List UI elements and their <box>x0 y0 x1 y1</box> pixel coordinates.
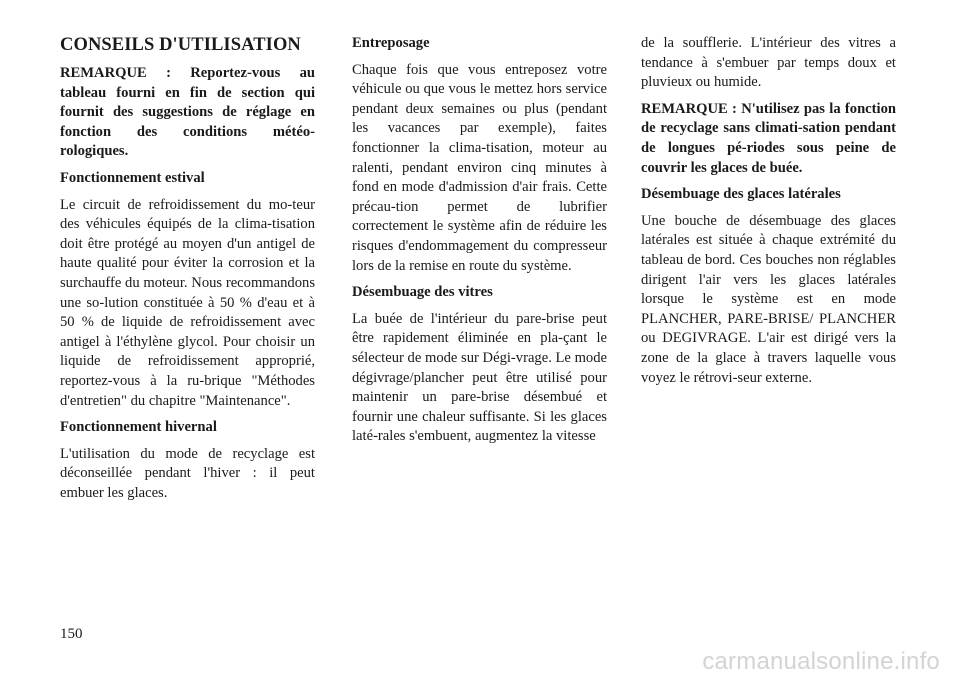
column-left <box>60 34 315 510</box>
paragraph-window-defog-continued: de la soufflerie. L'intérieur des vitres a tendance à s'embuer par temps doux et pluvieux ou humide. <box>641 35 896 91</box>
section-title: CONSEILS D'UTILISATION <box>60 35 301 55</box>
page-number: 150 <box>60 626 83 642</box>
paragraph-window-defog: La buée de l'intérieur du pare-brise peut être rapidement éliminée en pla-çant le sélecteur de mode sur Dégi-vrage. Le mode dégivrage/plancher peut être utilisé pour maintenir un pare-brise désembué et fournir une chaleur suffisante. Si les glaces laté-rales s'embuent, augmentez la vitesse <box>352 310 607 445</box>
watermark-text: carmanualsonline.info <box>702 648 940 675</box>
heading-storage: Entreposage <box>352 35 430 51</box>
heading-window-defog: Désembuage des vitres <box>352 284 493 301</box>
note-recirculation: REMARQUE : N'utilisez pas la fonction de recyclage sans climati-sation pendant de longues pé-riodes sous peine de couvrir les glaces de buée. <box>641 100 896 176</box>
paragraph-storage: Chaque fois que vous entreposez votre véhicule ou que vous le mettez hors service pendant deux semaines ou plus (pendant les vacances par exemple), faites fonctionner la clima-tisation, moteur au ralenti, pendant environ cinq minutes à fond en mode d'admission d'air frais. Cette précau-tion permet de lubrifier correctement le système afin de réduire les risques d'endommagement du compresseur lors de la remise en route du système. <box>352 61 607 274</box>
column-middle <box>352 34 607 454</box>
paragraph-summer-operation: Le circuit de refroidissement du mo-teur des véhicules équipés de la clima-tisation doit être protégé au moyen d'un antigel de haute qualité pour éviter la corrosion et la surchauffe du moteur. Nous recommandons une so-lution constituée à 50 % d'eau et à 50 % de liquide de refroidissement avec antigel à l'éthylène glycol. Pour choisir un liquide de refroidissement approprié, reportez-vous à la ru-brique "Méthodes d'entretien" du chapitre "Maintenance". <box>60 196 315 409</box>
column-right <box>641 34 896 395</box>
paragraph-side-window-demist: Une bouche de désembuage des glaces latérales est située à chaque extrémité du tableau de bord. Ces bouches non réglables dirigent l'air vers les glaces latérales lorsque le système est en mode PLANCHER, PARE-BRISE/ PLANCHER ou DEGIVRAGE. L'air est dirigé vers la zone de la glace à travers laquelle vous voyez le rétrovi-seur externe. <box>641 212 896 386</box>
heading-side-window-demist: Désembuage des glaces latérales <box>641 186 841 203</box>
heading-summer-operation: Fonctionnement estival <box>60 169 205 186</box>
paragraph-winter-operation: L'utilisation du mode de recyclage est déconseillée pendant l'hiver : il peut embuer les glaces. <box>60 445 315 501</box>
note-tableau: REMARQUE : Reportez-vous au tableau fourni en fin de section qui fournit des suggestions de réglage en fonction des conditions météo-rologiques. <box>60 65 315 160</box>
heading-winter-operation: Fonctionnement hivernal <box>60 419 217 436</box>
